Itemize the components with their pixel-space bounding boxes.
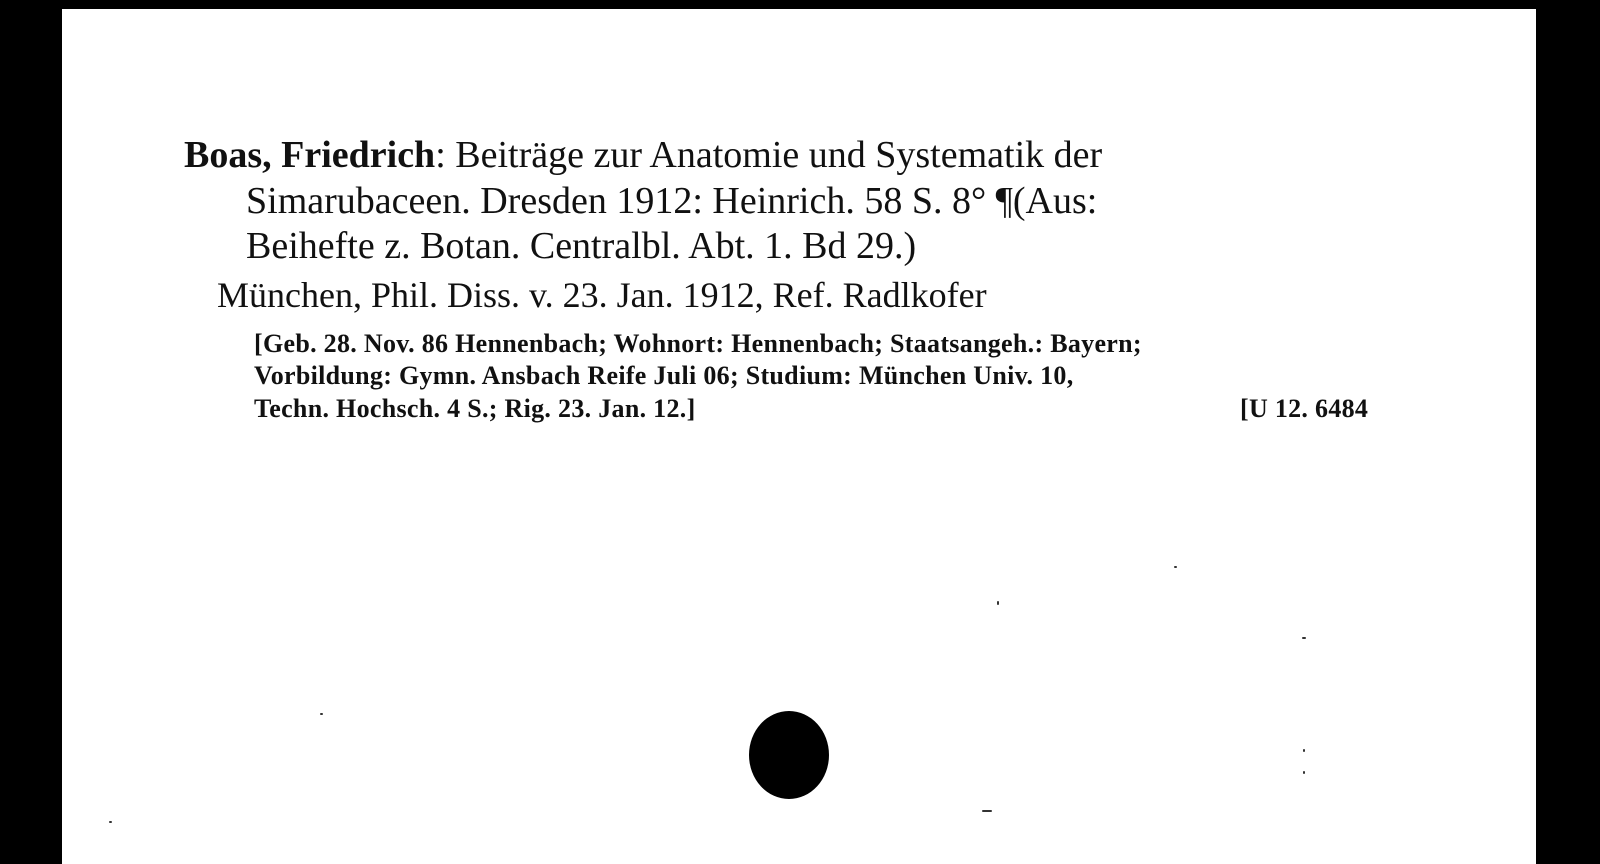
speck bbox=[1174, 566, 1177, 568]
speck bbox=[997, 601, 999, 605]
entry-line-3: Beihefte z. Botan. Centralbl. Abt. 1. Bd 29.) bbox=[246, 225, 917, 267]
title-start: : Beiträge zur Anatomie und Systematik der bbox=[435, 134, 1103, 176]
dissertation-line: München, Phil. Diss. v. 23. Jan. 1912, Ref. Radlkofer bbox=[217, 275, 987, 315]
speck bbox=[982, 810, 992, 812]
entry-line-2: Simarubaceen. Dresden 1912: Heinrich. 58 S. 8° ¶(Aus: bbox=[246, 180, 1098, 222]
speck bbox=[1303, 749, 1305, 752]
entry-heading-line bbox=[184, 133, 1102, 177]
shelfmark: [U 12. 6484 bbox=[1240, 394, 1369, 423]
bio-line-2: Vorbildung: Gymn. Ansbach Reife Juli 06; Studium: München Univ. 10, bbox=[254, 361, 1074, 390]
speck bbox=[320, 713, 323, 715]
punch-hole bbox=[749, 711, 829, 799]
bio-line-1: [Geb. 28. Nov. 86 Hennenbach; Wohnort: Hennenbach; Staatsangeh.: Bayern; bbox=[254, 329, 1142, 358]
speck bbox=[109, 821, 112, 823]
speck bbox=[1303, 771, 1305, 774]
author-name: Boas, Friedrich bbox=[184, 134, 436, 176]
bio-line-3: Techn. Hochsch. 4 S.; Rig. 23. Jan. 12.] bbox=[254, 394, 696, 423]
speck bbox=[1302, 637, 1306, 639]
catalog-card bbox=[62, 9, 1536, 864]
